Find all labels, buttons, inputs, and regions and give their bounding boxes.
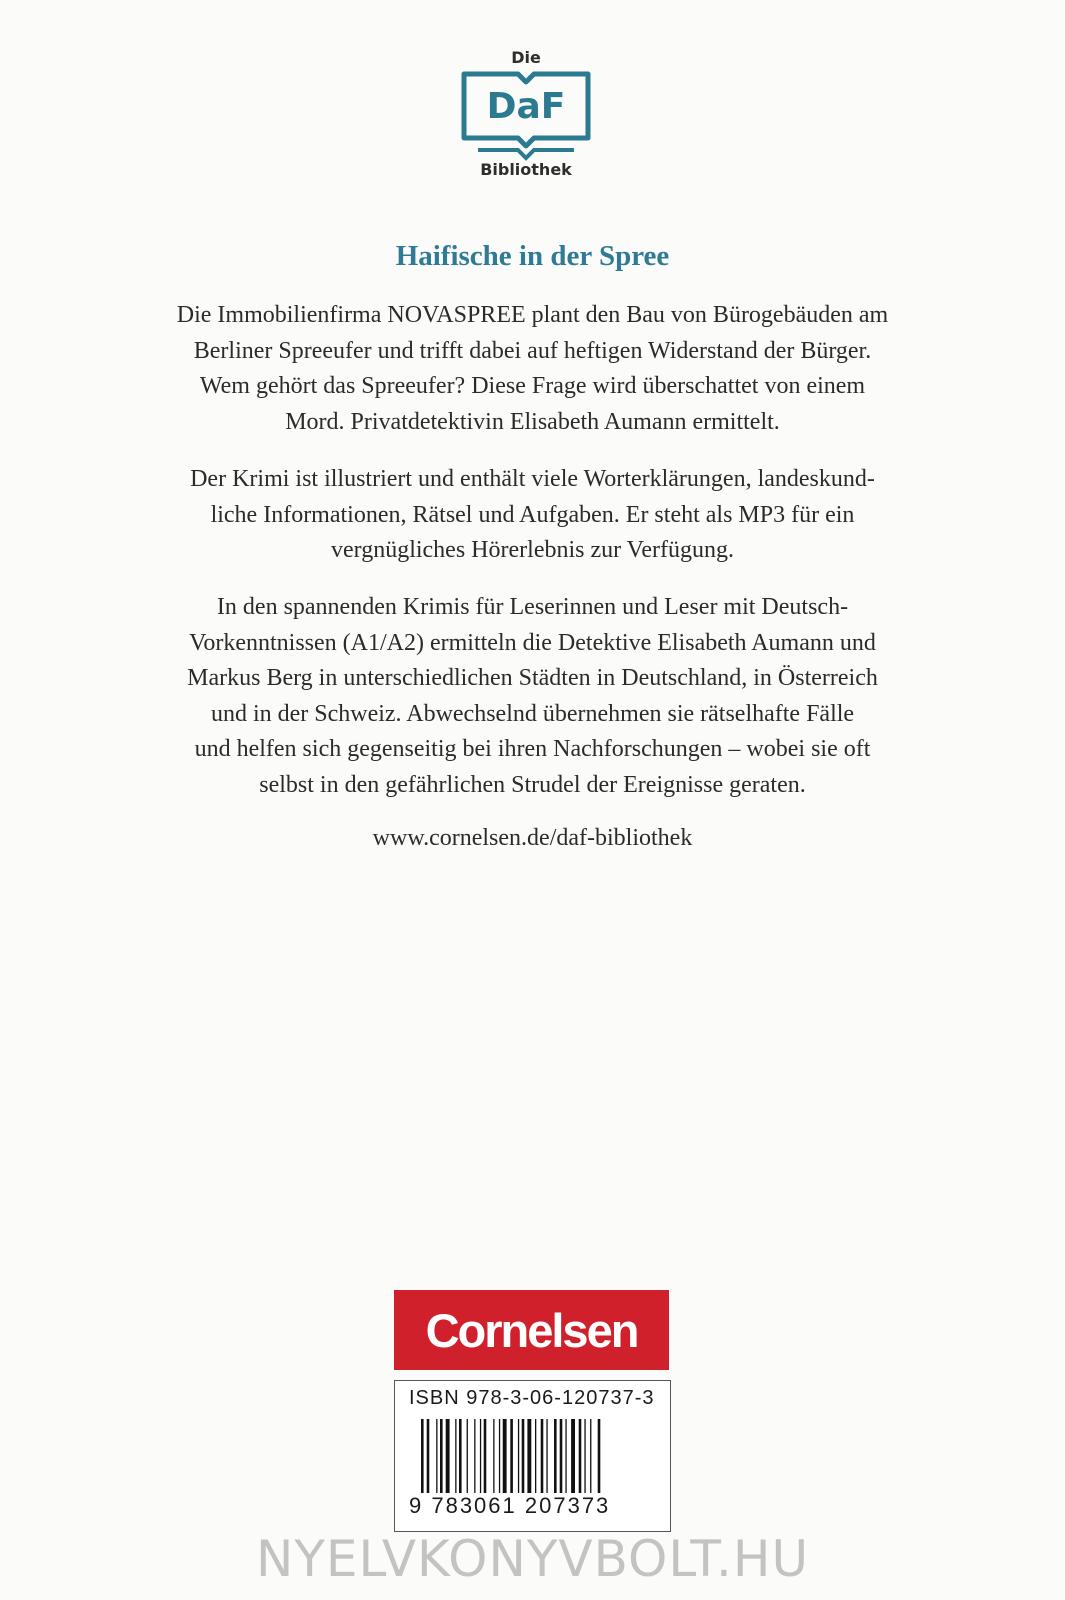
publisher-url: www.cornelsen.de/daf-bibliothek <box>372 825 693 851</box>
barcode-bar <box>467 1419 468 1497</box>
barcode-bar <box>527 1419 531 1497</box>
barcode-bar <box>459 1419 462 1497</box>
publisher-logo <box>394 1290 669 1370</box>
barcode-bar <box>499 1419 500 1497</box>
publisher-name: Cornelsen <box>425 1303 638 1357</box>
text-line: Markus Berg in unterschiedlichen Städten in Deutschland, in Österreich <box>187 665 878 692</box>
blurb-paragraph-3 <box>110 590 955 804</box>
barcode-bar <box>522 1419 525 1497</box>
isbn-text: ISBN 978-3-06-120737-3 <box>409 1387 655 1409</box>
watermark: NYELVKONYVBOLT.HU <box>255 1530 810 1588</box>
barcode-bar <box>560 1419 563 1497</box>
barcode-bar <box>436 1419 437 1497</box>
barcode-bar <box>518 1419 519 1497</box>
barcode-bar <box>440 1419 443 1497</box>
barcode-bar <box>541 1419 544 1497</box>
barcode-bar <box>421 1419 424 1497</box>
text-line: selbst in den gefährlichen Strudel der Ereignisse geraten. <box>259 771 806 798</box>
barcode-bar <box>510 1419 513 1497</box>
barcode-bar <box>579 1419 582 1497</box>
barcode-bar <box>446 1419 450 1497</box>
barcode-bar <box>535 1419 536 1497</box>
barcode-bar <box>503 1419 507 1497</box>
text-line: Der Krimi ist illustriert und enthält viele Worterklärungen, landeskund- <box>190 466 875 492</box>
blurb-paragraph-1 <box>110 298 955 440</box>
barcode-bar <box>584 1419 585 1497</box>
text-line: Die Immobilienfirma NOVASPREE plant den Bau von Bürogebäuden am <box>176 302 889 328</box>
logo-main-text: DaF <box>486 86 566 127</box>
barcode-bar <box>571 1419 575 1497</box>
barcode-icon <box>421 1419 646 1497</box>
text-line: Vorkenntnissen (A1/A2) ermitteln die Detektive Elisabeth Aumann und <box>189 629 876 656</box>
book-title: Haifische in der Spree <box>395 240 670 272</box>
text-line: Berliner Spreeufer und trifft dabei auf heftigen Widerstand der Bürger. <box>193 337 872 364</box>
logo-bottom-text: Bibliothek <box>480 160 572 179</box>
barcode-bar <box>474 1419 475 1497</box>
barcode-bar <box>565 1419 566 1497</box>
text-line: liche Informationen, Rätsel und Aufgaben. Er steht als MP3 für ein <box>210 501 855 528</box>
text-line: vergnügliches Hörerlebnis zur Verfügung. <box>330 537 734 564</box>
text-line: Wem gehört das Spreeufer? Diese Frage wird überschattet von einem <box>199 373 866 400</box>
barcode-bar <box>427 1419 430 1497</box>
barcode-bar <box>598 1419 601 1497</box>
text-line: In den spannenden Krimis für Leserinnen und Leser mit Deutsch- <box>216 594 849 620</box>
barcode-bar <box>590 1419 591 1497</box>
barcode-label <box>394 1380 671 1532</box>
text-line: und in der Schweiz. Abwechselnd übernehmen sie rätselhafte Fälle <box>210 700 855 727</box>
text-line: und helfen sich gegenseitig bei ihren Nachforschungen – wobei sie oft <box>194 736 871 763</box>
barcode-bar <box>484 1419 487 1497</box>
barcode-bar <box>455 1419 456 1497</box>
barcode-bar <box>546 1419 547 1497</box>
barcode-digits: 9 783061 207373 <box>409 1493 611 1518</box>
text-line: Mord. Privatdetektivin Elisabeth Aumann ermittelt. <box>285 408 780 435</box>
daf-bibliothek-logo <box>456 46 596 186</box>
logo-top-text: Die <box>511 48 541 67</box>
barcode-bar <box>480 1419 481 1497</box>
barcode-bar <box>493 1419 494 1497</box>
blurb-paragraph-2 <box>110 462 955 569</box>
barcode-bar <box>554 1419 557 1497</box>
